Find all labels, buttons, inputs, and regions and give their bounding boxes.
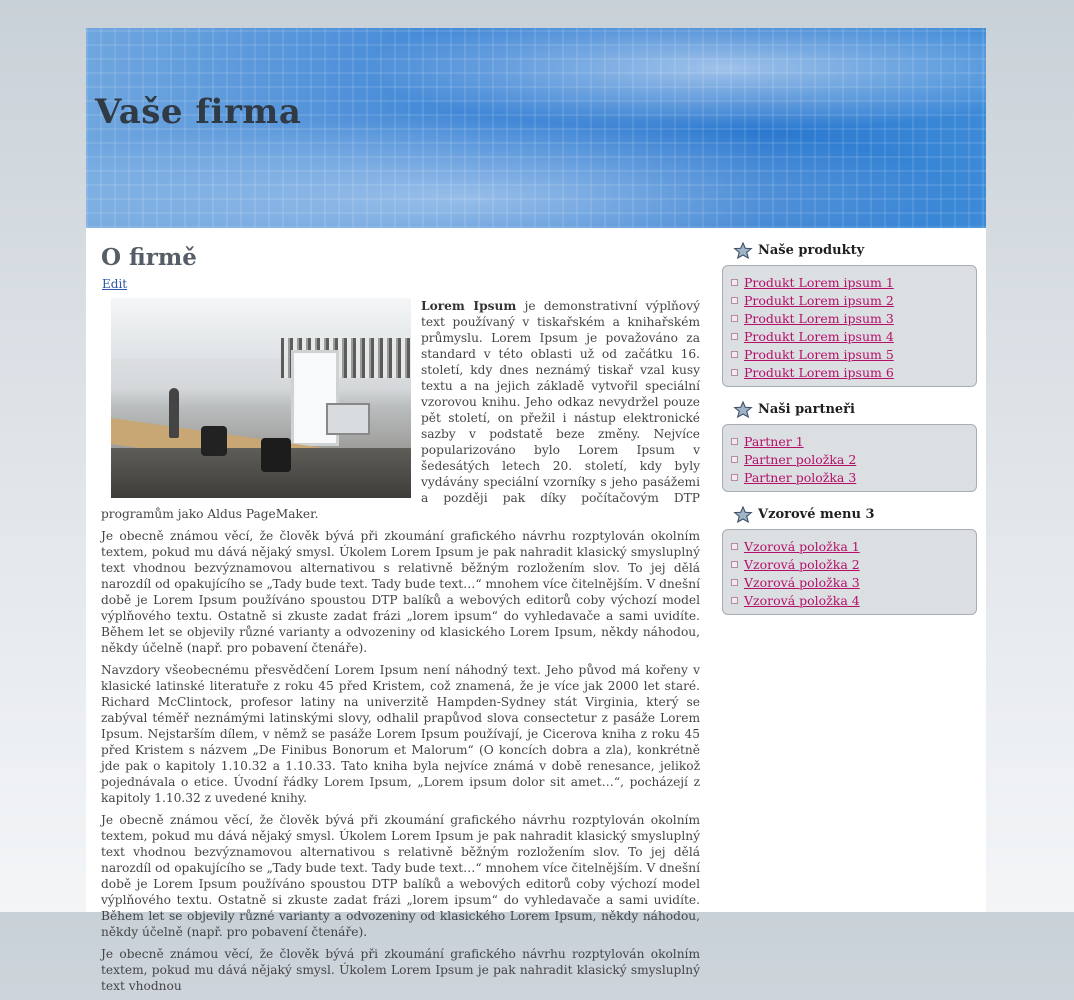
sidebar-box xyxy=(722,424,977,492)
star-icon xyxy=(734,401,752,418)
square-bullet-icon xyxy=(731,543,738,550)
partner-link-2[interactable]: Partner položka 2 xyxy=(744,451,857,467)
list-item xyxy=(723,468,976,486)
menu-link-1[interactable]: Vzorová položka 1 xyxy=(744,538,860,554)
sidebar xyxy=(722,236,977,623)
sidebar-heading: Naši partneři xyxy=(734,395,977,423)
list-item xyxy=(723,591,976,609)
article xyxy=(101,298,700,994)
main-content xyxy=(101,244,700,1000)
menu-link-3[interactable]: Vzorová položka 3 xyxy=(744,574,860,590)
list-item xyxy=(723,555,976,573)
square-bullet-icon xyxy=(731,579,738,586)
square-bullet-icon xyxy=(731,279,738,286)
article-paragraph: Je obecně známou věcí, že člověk bývá při zkoumání grafického návrhu rozptylován okolním textem, pokud mu dává nějaký smysl. Úkolem Lorem Ipsum je pak nahradit klasický smysluplný text vhodnou bezvýznamovou alternativou s relativně běžným rozložením slov. To jej dělá narozdíl od opakujícího se „Tady bude text. Tady bude text…“ mnohem více čitelnějším. V dnešní době je Lorem Ipsum používáno spoustou DTP balíků a webových editorů coby výchozí model výplňového textu. Ostatně si zkuste zadat frázi „lorem ipsum“ do vyhledavače a sami uvidíte. Během let se objevily různé varianty a odvozeniny od klasického Lorem Ipsum, někdy náhodou, někdy účelně (např. pro pobavení čtenáře). xyxy=(101,813,700,939)
partner-link-3[interactable]: Partner položka 3 xyxy=(744,469,857,485)
sidebar-heading: Naše produkty xyxy=(734,236,977,264)
star-icon xyxy=(734,242,752,259)
sidebar-block-menu3 xyxy=(722,500,977,615)
square-bullet-icon xyxy=(731,597,738,604)
product-link-4[interactable]: Produkt Lorem ipsum 4 xyxy=(744,328,894,344)
square-bullet-icon xyxy=(731,474,738,481)
lead-text: je demonstrativní výplňový text používaný v tiskařském a knihařském průmyslu. Lorem Ipsum je považováno za standard v této oblasti už od začátku 16. století, kdy dnes neznámý tiskař vzal kusy textu a na jejich základě vytvořil speciální vzorovou knihu. Jeho odkaz nevydržel pouze pět století, on přežil i nástup elektronické sazby v podstatě beze změny. Nejvíce popularizováno bylo Lorem Ipsum v šedesátých letech 20. století, kdy byly vydávány speciální vzorníky s jeho pasážemi a později pak díky počítačovým DTP programům jako Aldus PageMaker. xyxy=(101,299,700,521)
list-item xyxy=(723,573,976,591)
sidebar-block-partners xyxy=(722,395,977,492)
product-link-5[interactable]: Produkt Lorem ipsum 5 xyxy=(744,346,894,362)
square-bullet-icon xyxy=(731,297,738,304)
menu-link-4[interactable]: Vzorová položka 4 xyxy=(744,592,860,608)
square-bullet-icon xyxy=(731,369,738,376)
list-item xyxy=(723,537,976,555)
product-link-1[interactable]: Produkt Lorem ipsum 1 xyxy=(744,274,894,290)
site-title[interactable]: Vaše firma xyxy=(95,92,302,132)
office-photo xyxy=(111,298,411,498)
article-paragraph: Navzdory všeobecnému přesvědčení Lorem Ipsum není náhodný text. Jeho původ má kořeny v klasické latinské literatuře z roku 45 před Kristem, což znamená, že je více jak 2000 let staré. Richard McClintock, profesor latiny na univerzitě Hampden-Sydney stát Virginia, který se zabýval téměř neznámými latinskými slovy, odhalil prapůvod slova consectetur z pasáže Lorem Ipsum. Nejstarším dílem, v němž se pasáže Lorem Ipsum používají, je Cicerova kniha z roku 45 před Kristem s názvem „De Finibus Bonorum et Malorum“ (O koncích dobra a zla), konkrétně jde pak o kapitoly 1.10.32 a 1.10.33. Tato kniha byla nejvíce známá v době renesance, jelikož pojednávala o etice. Úvodní řádky Lorem Ipsum, „Lorem ipsum dolor sit amet…“, pocházejí z kapitoly 1.10.32 z uvedené knihy. xyxy=(101,663,700,805)
product-link-2[interactable]: Produkt Lorem ipsum 2 xyxy=(744,292,894,308)
square-bullet-icon xyxy=(731,456,738,463)
star-icon xyxy=(734,506,752,523)
list-item xyxy=(723,450,976,468)
list-item xyxy=(723,291,976,309)
sidebar-block-products xyxy=(722,236,977,387)
list-item xyxy=(723,432,976,450)
article-paragraph: Je obecně známou věcí, že člověk bývá při zkoumání grafického návrhu rozptylován okolním textem, pokud mu dává nějaký smysl. Úkolem Lorem Ipsum je pak nahradit klasický smysluplný text vhodnou bezvýznamovou alternativou s relativně běžným rozložením slov. To jej dělá narozdíl od opakujícího se „Tady bude text. Tady bude text…“ mnohem více čitelnějším. V dnešní době je Lorem Ipsum používáno spoustou DTP balíků a webových editorů coby výchozí model výplňového textu. Ostatně si zkuste zadat frázi „lorem ipsum“ do vyhledavače a sami uvidíte. Během let se objevily různé varianty a odvozeniny od klasického Lorem Ipsum, někdy náhodou, někdy účelně (např. pro pobavení čtenáře). xyxy=(101,529,700,655)
sidebar-box xyxy=(722,265,977,387)
product-link-6[interactable]: Produkt Lorem ipsum 6 xyxy=(744,364,894,380)
header-banner xyxy=(86,28,986,228)
product-link-3[interactable]: Produkt Lorem ipsum 3 xyxy=(744,310,894,326)
square-bullet-icon xyxy=(731,315,738,322)
list-item xyxy=(723,273,976,291)
page-container xyxy=(86,28,986,993)
article-paragraph: Je obecně známou věcí, že člověk bývá při zkoumání grafického návrhu rozptylován okolním textem, pokud mu dává nějaký smysl. Úkolem Lorem Ipsum je pak nahradit klasický smysluplný text vhodnou xyxy=(101,947,700,993)
list-item xyxy=(723,327,976,345)
square-bullet-icon xyxy=(731,351,738,358)
list-item xyxy=(723,309,976,327)
menu-link-2[interactable]: Vzorová položka 2 xyxy=(744,556,860,572)
list-item xyxy=(723,345,976,363)
sidebar-heading: Vzorové menu 3 xyxy=(734,500,977,528)
lead-bold: Lorem Ipsum xyxy=(421,299,517,313)
square-bullet-icon xyxy=(731,333,738,340)
page-title: O firmě xyxy=(101,244,197,271)
square-bullet-icon xyxy=(731,561,738,568)
list-item xyxy=(723,363,976,381)
square-bullet-icon xyxy=(731,438,738,445)
edit-link[interactable]: Edit xyxy=(102,277,128,291)
partner-link-1[interactable]: Partner 1 xyxy=(744,433,804,449)
sidebar-box xyxy=(722,529,977,615)
